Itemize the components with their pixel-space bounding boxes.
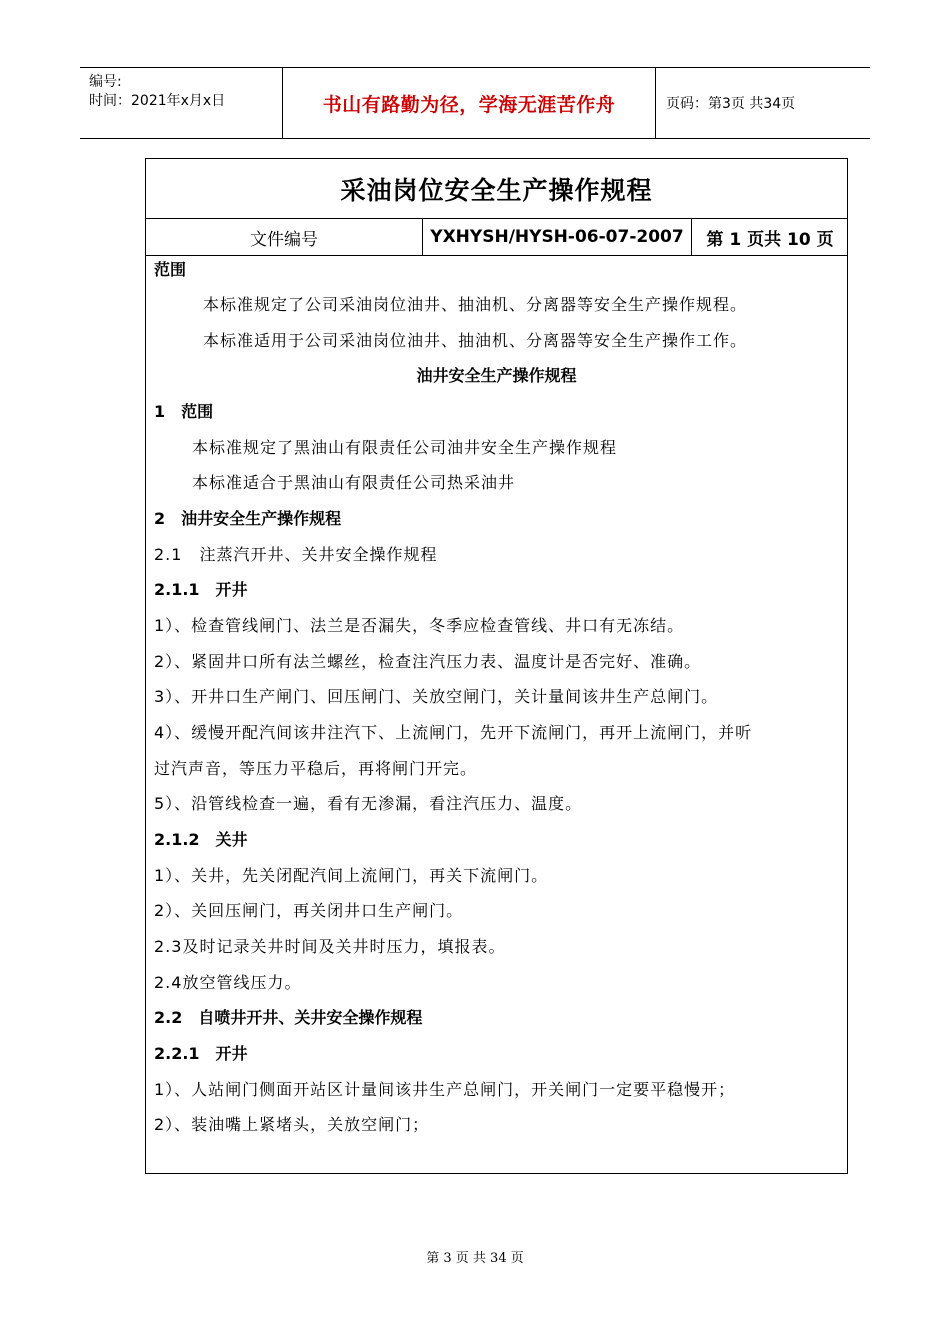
section-1-paragraph-1: 本标准规定了黑油山有限责任公司油井安全生产操作规程: [192, 438, 618, 457]
section-1-paragraph-2: 本标准适合于黑油山有限责任公司热采油井: [192, 473, 516, 492]
time-label: 时间：2021年x月x日: [89, 93, 226, 109]
list-item: 1）、检查管线闸门、法兰是否漏失，冬季应检查管线、井口有无冻结。: [154, 616, 685, 635]
list-item: 2）、装油嘴上紧堵头，关放空闸门；: [154, 1115, 430, 1134]
list-item: 2）、紧固井口所有法兰螺丝，检查注汽压力表、温度计是否完好、准确。: [154, 652, 702, 671]
section-2-1-1-heading: 2.1.1 开井: [154, 580, 248, 599]
list-item: 1）、人站闸门侧面开站区计量间该井生产总闸门，开关闸门一定要平稳慢开；: [154, 1080, 736, 1099]
page-info: 页码：第3页 共34页: [666, 96, 796, 112]
file-no-label: 文件编号: [146, 219, 423, 255]
section-2-2-1-heading: 2.2.1 开井: [154, 1044, 248, 1063]
meta-row: [146, 219, 847, 256]
section-1-heading: 1 范围: [154, 402, 214, 421]
section-2-1-2-heading: 2.1.2 关井: [154, 830, 248, 849]
page-footer: 第 3 页 共 34 页: [426, 1251, 524, 1266]
section-2-2-heading: 2.2 自喷井开井、关井安全操作规程: [154, 1008, 423, 1027]
section-title: 油井安全生产操作规程: [416, 366, 577, 385]
document-title: 采油岗位安全生产操作规程: [340, 175, 653, 205]
document-frame: [145, 158, 848, 1174]
list-item: 4）、缓慢开配汽间该井注汽下、上流闸门，先开下流闸门，再开上流闸门，并听: [154, 723, 753, 742]
motto-text: 书山有路勤为径，学海无涯苦作舟: [322, 93, 616, 116]
section-2-heading: 2 油井安全生产操作规程: [154, 509, 342, 528]
header-info-cell: [80, 68, 283, 138]
number-label: 编号:: [89, 74, 122, 90]
section-2-1-heading: 2.1 注蒸汽开井、关井安全操作规程: [154, 545, 438, 564]
section-2-3: 2.3及时记录关井时间及关井时压力，填报表。: [154, 937, 506, 956]
header-motto-cell: [283, 68, 656, 138]
list-item: 1）、关井，先关闭配汽间上流闸门，再关下流闸门。: [154, 866, 549, 885]
page-count: 第 1 页共 10 页: [706, 229, 834, 250]
section-2-4: 2.4放空管线压力。: [154, 973, 302, 992]
list-item: 3）、开井口生产闸门、回压闸门、关放空闸门，关计量间该井生产总闸门。: [154, 687, 719, 706]
scope-paragraph-2: 本标准适用于公司采油岗位油井、抽油机、分离器等安全生产操作工作。: [203, 331, 748, 350]
list-item: 5）、沿管线检查一遍，看有无渗漏，看注汽压力、温度。: [154, 794, 583, 813]
list-item: 2）、关回压闸门，再关闭井口生产闸门。: [154, 901, 464, 920]
scope-heading: 范围: [154, 260, 187, 279]
title-row: [146, 159, 847, 219]
file-no: YXHYSH/HYSH-06-07-2007: [423, 219, 692, 255]
scope-paragraph-1: 本标准规定了公司采油岗位油井、抽油机、分离器等安全生产操作规程。: [203, 295, 748, 314]
list-item-continuation: 过汽声音，等压力平稳后，再将闸门开完。: [154, 759, 478, 778]
page-header: [80, 67, 870, 139]
header-page-cell: [656, 68, 870, 138]
